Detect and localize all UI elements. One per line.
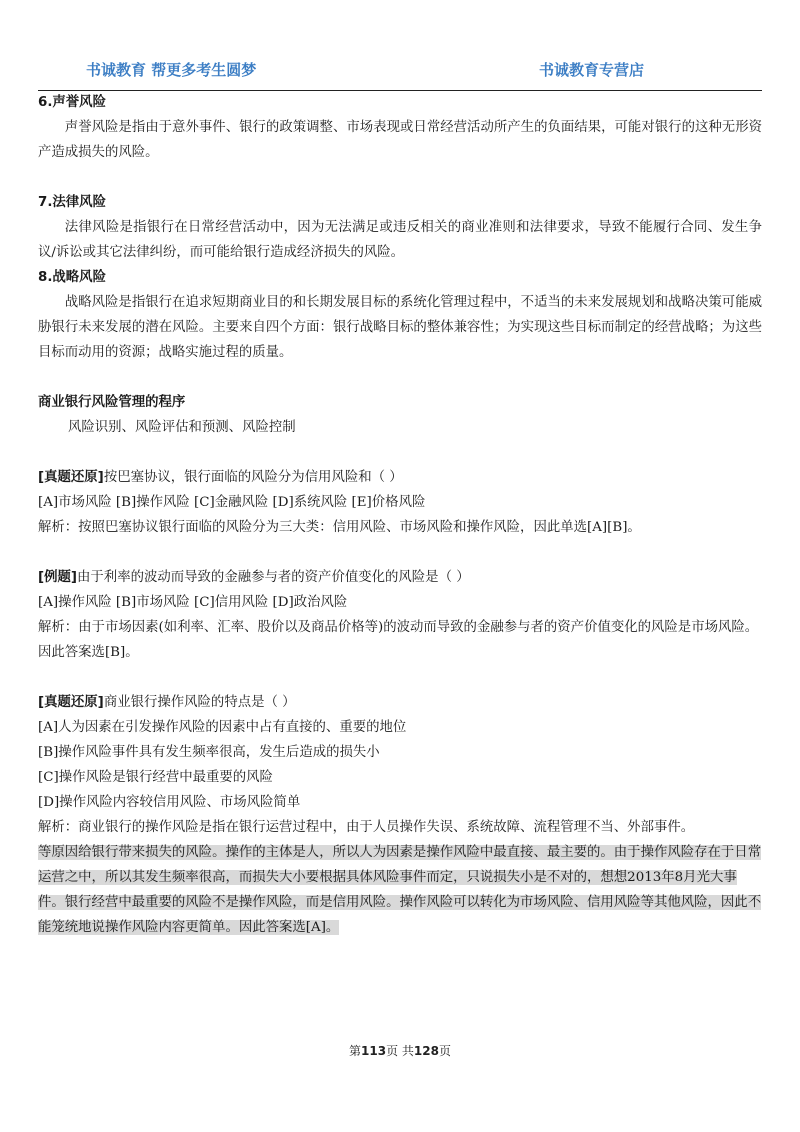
question-tag: [真题还原] <box>38 695 104 710</box>
page-content <box>38 90 762 940</box>
page-footer: 第113页 共128页 <box>349 1044 451 1058</box>
question-2-options: [A]操作风险 [B]市场风险 [C]信用风险 [D]政治风险 <box>38 595 348 610</box>
question-2-analysis: 解析：由于市场因素(如利率、汇率、股价以及商品价格等)的波动而导致的金融参与者的资产价值变化的风险是市场风险。因此答案选[B]。 <box>38 620 759 660</box>
question-text: 由于利率的波动而导致的金融参与者的资产价值变化的风险是（ ） <box>77 570 470 585</box>
section-body-legal-risk: 法律风险是指银行在日常经营活动中，因为无法满足或违反相关的商业准则和法律要求，导致不能履行合同、发生争议/诉讼或其它法律纠纷，而可能给银行造成经济损失的风险。 <box>38 220 762 260</box>
page-header <box>38 58 762 91</box>
question-3 <box>38 690 762 715</box>
question-1-analysis: 解析：按照巴塞协议银行面临的风险分为三大类：信用风险、市场风险和操作风险，因此单选[A][B]。 <box>38 520 641 535</box>
total-pages: 128 <box>413 1044 439 1058</box>
question-3-option-a: [A]人为因素在引发操作风险的因素中占有直接的、重要的地位 <box>38 720 407 735</box>
page-number: 113 <box>361 1044 387 1058</box>
section-title-risk-procedure: 商业银行风险管理的程序 <box>38 395 186 410</box>
question-1 <box>38 465 762 490</box>
header-slogan: 书诚教育 帮更多考生圆梦 <box>86 61 257 79</box>
question-3-option-b: [B]操作风险事件具有发生频率很高，发生后造成的损失小 <box>38 745 380 760</box>
section-title-reputation-risk: 6.声誉风险 <box>38 95 106 110</box>
section-body-reputation-risk: 声誉风险是指由于意外事件、银行的政策调整、市场表现或日常经营活动所产生的负面结果，可能对银行的这种无形资产造成损失的风险。 <box>38 120 762 160</box>
section-body-risk-procedure: 风险识别、风险评估和预测、风险控制 <box>68 420 296 435</box>
section-title-strategic-risk: 8.战略风险 <box>38 270 106 285</box>
highlighted-text: 等原因给银行带来损失的风险。操作的主体是人，所以人为因素是操作风险中最直接、最主要的。由于操作风险存在于日常运营之中，所以其发生频率很高，而损失大小要根据具体风险事件而定，只说损失小是不对的，想想2013年8月光大事件。银行经营中最重要的风险不是操作风险，而是信用风险。操作风险可以转化为市场风险、信用风险等其他风险，因此不能笼统地说操作风险内容更简单。因此答案选[A]。 <box>38 845 762 935</box>
question-3-analysis: 解析：商业银行的操作风险是指在银行运营过程中，由于人员操作失误、系统故障、流程管理不当、外部事件。 <box>38 820 695 835</box>
question-3-option-c: [C]操作风险是银行经营中最重要的风险 <box>38 770 273 785</box>
section-title-legal-risk: 7.法律风险 <box>38 195 106 210</box>
question-text: 商业银行操作风险的特点是（ ） <box>103 695 296 710</box>
header-store-name: 书诚教育专营店 <box>538 61 644 79</box>
question-1-options: [A]市场风险 [B]操作风险 [C]金融风险 [D]系统风险 [E]价格风险 <box>38 495 426 510</box>
question-tag: [例题] <box>38 570 78 585</box>
question-tag: [真题还原] <box>38 470 104 485</box>
section-body-strategic-risk: 战略风险是指银行在追求短期商业目的和长期发展目标的系统化管理过程中，不适当的未来发展规划和战略决策可能威胁银行未来发展的潜在风险。主要来自四个方面：银行战略目标的整体兼容性；为实现这些目标而制定的经营战略；为这些目标而动用的资源；战略实施过程的质量。 <box>38 295 762 360</box>
question-3-analysis-highlighted <box>38 840 762 940</box>
question-3-option-d: [D]操作风险内容较信用风险、市场风险简单 <box>38 795 301 810</box>
question-text: 按巴塞协议，银行面临的风险分为信用风险和（ ） <box>103 470 403 485</box>
question-2 <box>38 565 762 590</box>
